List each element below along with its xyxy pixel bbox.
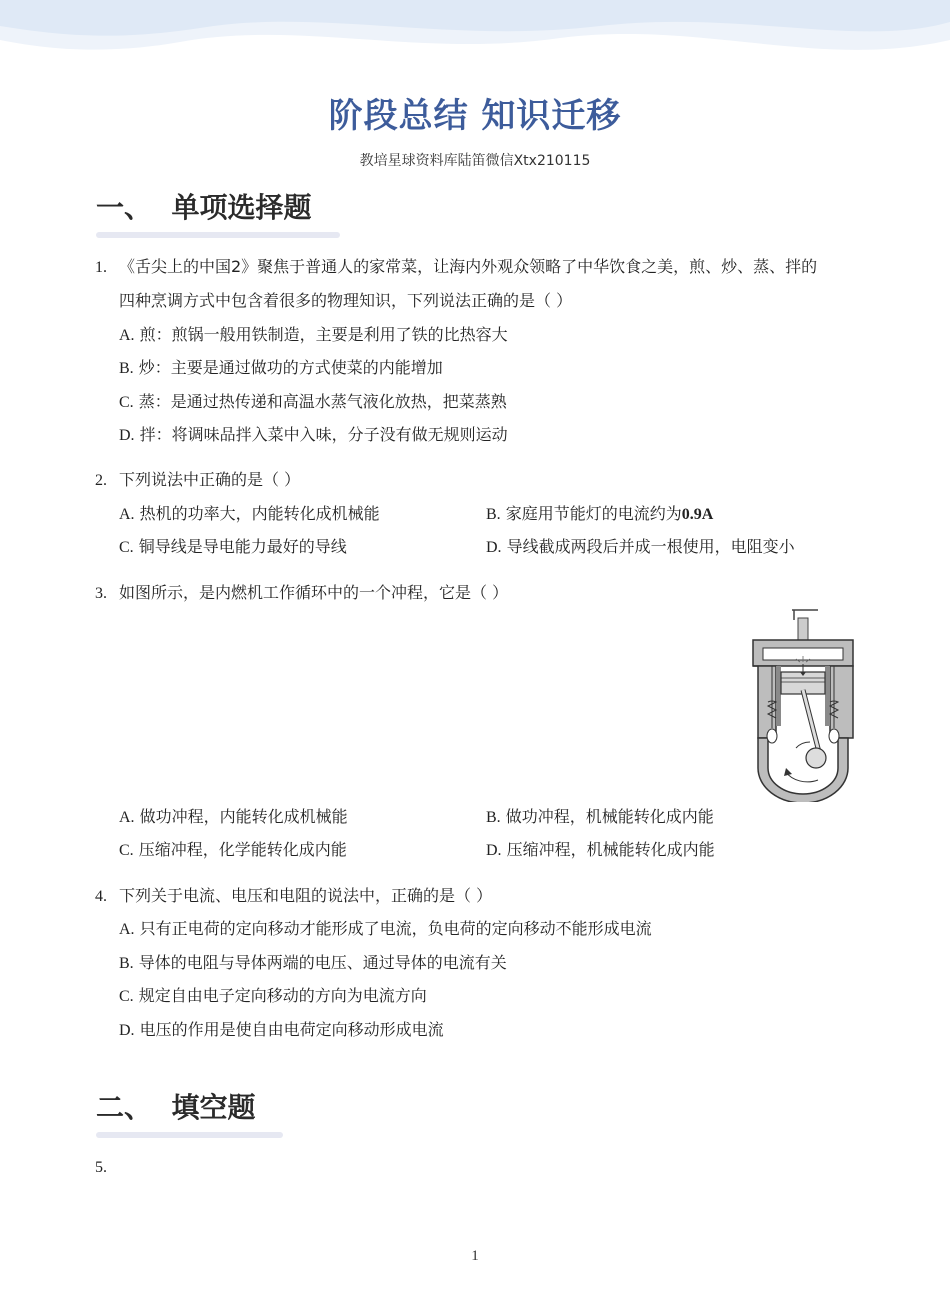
option-value: 0.9A (681, 506, 714, 523)
option-a[interactable] (119, 504, 380, 525)
option-text: 煎：煎锅一般用铁制造，主要是利用了铁的比热容大 (139, 325, 508, 344)
question-number: 1. (95, 259, 107, 276)
engine-cylinder-diagram (748, 608, 858, 802)
section-underline (96, 232, 340, 238)
option-text: 导体的电阻与导体两端的电压、通过导体的电流有关 (138, 953, 507, 972)
option-d[interactable] (486, 537, 795, 558)
question-stem: 《舌尖上的中国2》聚焦于普通人的家常菜，让海内外观众领略了中华饮食之美，煎、炒、蒸、拌的 (119, 257, 818, 276)
option-letter: C. (119, 842, 134, 859)
option-text: 铜导线是导电能力最好的导线 (138, 537, 347, 556)
option-letter: A. (119, 921, 135, 938)
option-letter: C. (119, 394, 134, 411)
option-text: 压缩冲程，机械能转化成内能 (506, 840, 715, 859)
option-c[interactable] (119, 840, 347, 861)
option-letter: B. (486, 809, 501, 826)
section-underline (96, 1132, 283, 1138)
option-a[interactable] (119, 325, 508, 346)
question-stem: 下列关于电流、电压和电阻的说法中，正确的是（ ） (119, 886, 493, 905)
option-text: 家庭用节能灯的电流约为 (505, 504, 682, 523)
option-text: 炒：主要是通过做功的方式使菜的内能增加 (138, 358, 443, 377)
option-c[interactable] (119, 392, 507, 413)
option-b[interactable] (119, 953, 507, 974)
option-text: 导线截成两段后并成一根使用，电阻变小 (506, 537, 795, 556)
option-text: 拌：将调味品拌入菜中入味，分子没有做无规则运动 (139, 425, 508, 444)
option-b[interactable] (119, 358, 443, 379)
option-letter: B. (119, 955, 134, 972)
question-number: 3. (95, 585, 107, 602)
option-letter: B. (119, 360, 134, 377)
page-subtitle: 教培星球资料库陆笛微信Xtx210115 (359, 153, 591, 169)
option-letter: D. (119, 1022, 135, 1039)
section-heading-single-choice: 一、 单项选择题 (96, 191, 312, 224)
option-text: 热机的功率大，内能转化成机械能 (139, 504, 380, 523)
option-text: 规定自由电子定向移动的方向为电流方向 (138, 986, 427, 1005)
question-stem-continued: 四种烹调方式中包含着很多的物理知识，下列说法正确的是（ ） (119, 291, 573, 310)
page-number: 1 (471, 1248, 479, 1264)
page-title: 阶段总结 知识迁移 (328, 96, 622, 136)
option-letter: D. (486, 842, 502, 859)
option-a[interactable] (119, 919, 652, 940)
option-letter: A. (119, 809, 135, 826)
section-heading-fill-in: 二、 填空题 (96, 1091, 256, 1124)
option-letter: B. (486, 506, 501, 523)
option-letter: D. (119, 427, 135, 444)
question-number: 5. (95, 1159, 107, 1176)
option-c[interactable] (119, 537, 347, 558)
option-d[interactable] (119, 425, 508, 446)
option-d[interactable] (486, 840, 715, 861)
question-number: 2. (95, 472, 107, 489)
option-c[interactable] (119, 986, 427, 1007)
option-b[interactable] (486, 504, 713, 525)
option-text: 电压的作用是使自由电荷定向移动形成电流 (139, 1020, 444, 1039)
option-letter: A. (119, 506, 135, 523)
option-d[interactable] (119, 1020, 444, 1041)
option-text: 蒸：是通过热传递和高温水蒸气液化放热，把菜蒸熟 (138, 392, 507, 411)
option-text: 压缩冲程，化学能转化成内能 (138, 840, 347, 859)
option-letter: D. (486, 539, 502, 556)
question-stem: 下列说法中正确的是（ ） (119, 470, 301, 489)
header-wave-decoration (0, 0, 950, 70)
option-text: 做功冲程，机械能转化成内能 (505, 807, 714, 826)
option-b[interactable] (486, 807, 714, 828)
option-letter: C. (119, 539, 134, 556)
option-a[interactable] (119, 807, 348, 828)
option-text: 只有正电荷的定向移动才能形成了电流，负电荷的定向移动不能形成电流 (139, 919, 652, 938)
option-letter: C. (119, 988, 134, 1005)
option-text: 做功冲程，内能转化成机械能 (139, 807, 348, 826)
question-number: 4. (95, 888, 107, 905)
option-letter: A. (119, 327, 135, 344)
question-stem: 如图所示，是内燃机工作循环中的一个冲程，它是（ ） (119, 583, 509, 602)
